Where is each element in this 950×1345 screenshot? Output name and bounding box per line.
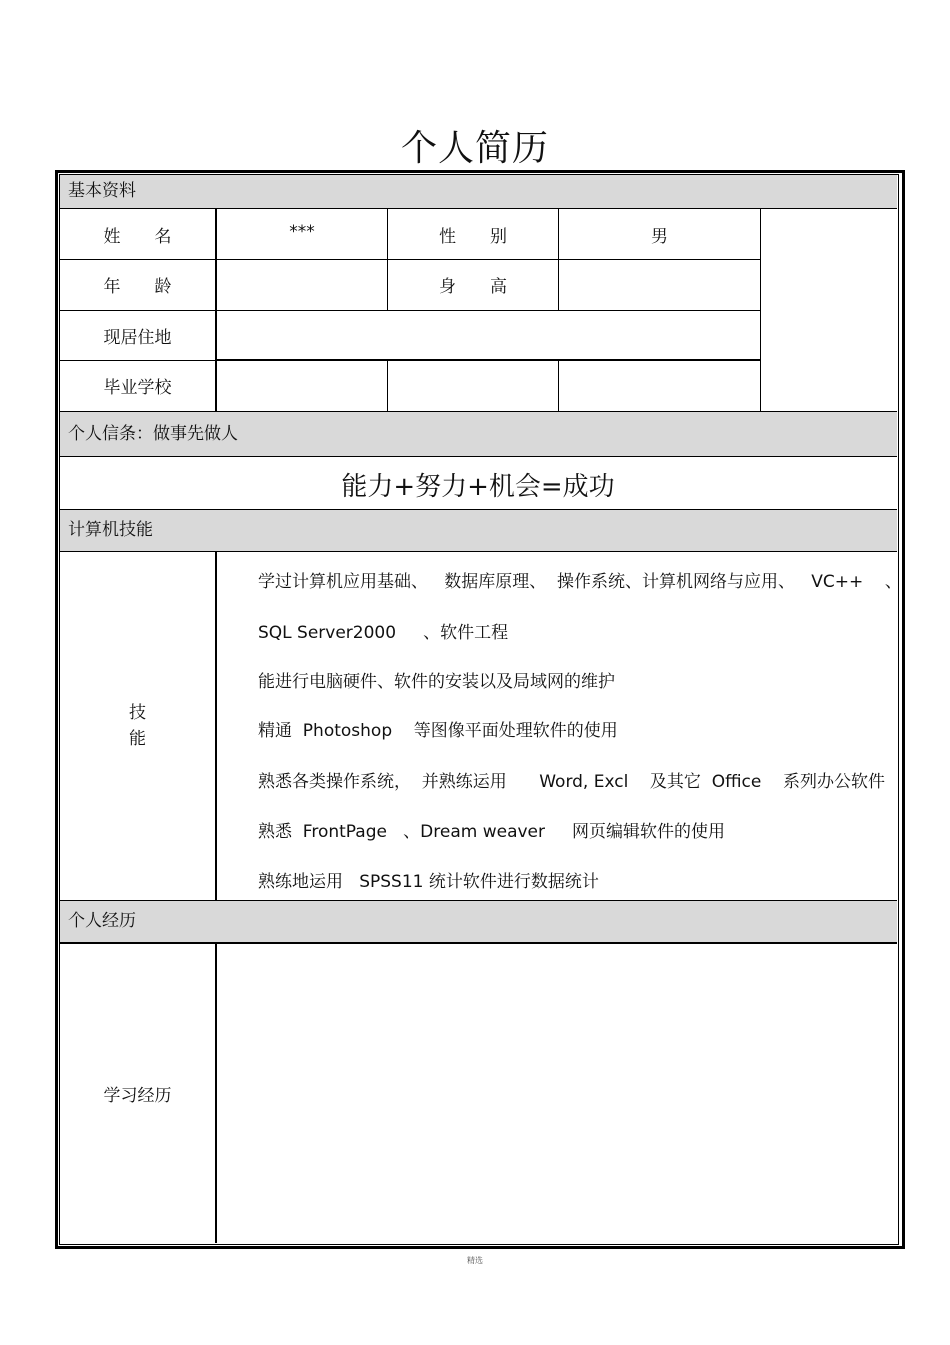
height-value xyxy=(559,259,760,310)
skill-line: 熟悉各类操作系统， 并熟练运用 Word, Excl 及其它 Office 系列办公软件 xyxy=(258,772,885,792)
footer-text: 精选 xyxy=(467,1256,483,1265)
col-divider xyxy=(558,360,559,411)
photo-box xyxy=(761,209,897,411)
study-content xyxy=(217,944,897,1243)
age-value xyxy=(217,259,387,310)
skill-line: 学过计算机应用基础、 数据库原理、 操作系统、计算机网络与应用、 VC++ 、 xyxy=(258,572,902,592)
skill-line: 精通 Photoshop 等图像平面处理软件的使用 xyxy=(258,721,618,741)
skill-line: SQL Server2000 、软件工程 xyxy=(258,623,509,643)
gender-value: 男 xyxy=(651,226,668,247)
skill-line: 能进行电脑硬件、软件的安装以及局域网的维护 xyxy=(258,672,615,692)
section-header-basic xyxy=(60,174,897,209)
motto-text: 能力+努力+机会=成功 xyxy=(341,471,615,502)
skill-line: 熟悉 FrontPage 、Dream weaver 网页编辑软件的使用 xyxy=(258,822,726,842)
motto-label: 个人信条：做事先做人 xyxy=(68,423,238,444)
school-label: 毕业学校 xyxy=(103,378,172,398)
skills-side-label xyxy=(60,552,215,900)
address-value xyxy=(217,310,760,360)
section-label-basic: 基本资料 xyxy=(68,181,136,201)
skills-side-char: 技 xyxy=(129,703,146,723)
section-header-experience xyxy=(60,900,897,944)
age-label: 年 龄 xyxy=(103,277,172,297)
name-value: *** xyxy=(289,221,315,242)
study-label: 学习经历 xyxy=(103,1086,172,1106)
page-title: 个人简历 xyxy=(400,128,549,169)
name-label: 姓 名 xyxy=(103,226,172,247)
section-header-skills xyxy=(60,509,897,552)
height-label: 身 高 xyxy=(439,277,507,297)
section-header-motto xyxy=(60,411,897,457)
col-divider xyxy=(215,552,217,900)
col-divider xyxy=(387,360,388,411)
skill-line: 熟练地运用 SPSS11 统计软件进行数据统计 xyxy=(258,872,599,892)
skills-side-char: 能 xyxy=(129,729,146,749)
gender-label: 性 别 xyxy=(439,226,507,247)
skills-section-label: 计算机技能 xyxy=(68,520,153,540)
address-label: 现居住地 xyxy=(103,327,172,348)
experience-section-label: 个人经历 xyxy=(68,911,136,931)
